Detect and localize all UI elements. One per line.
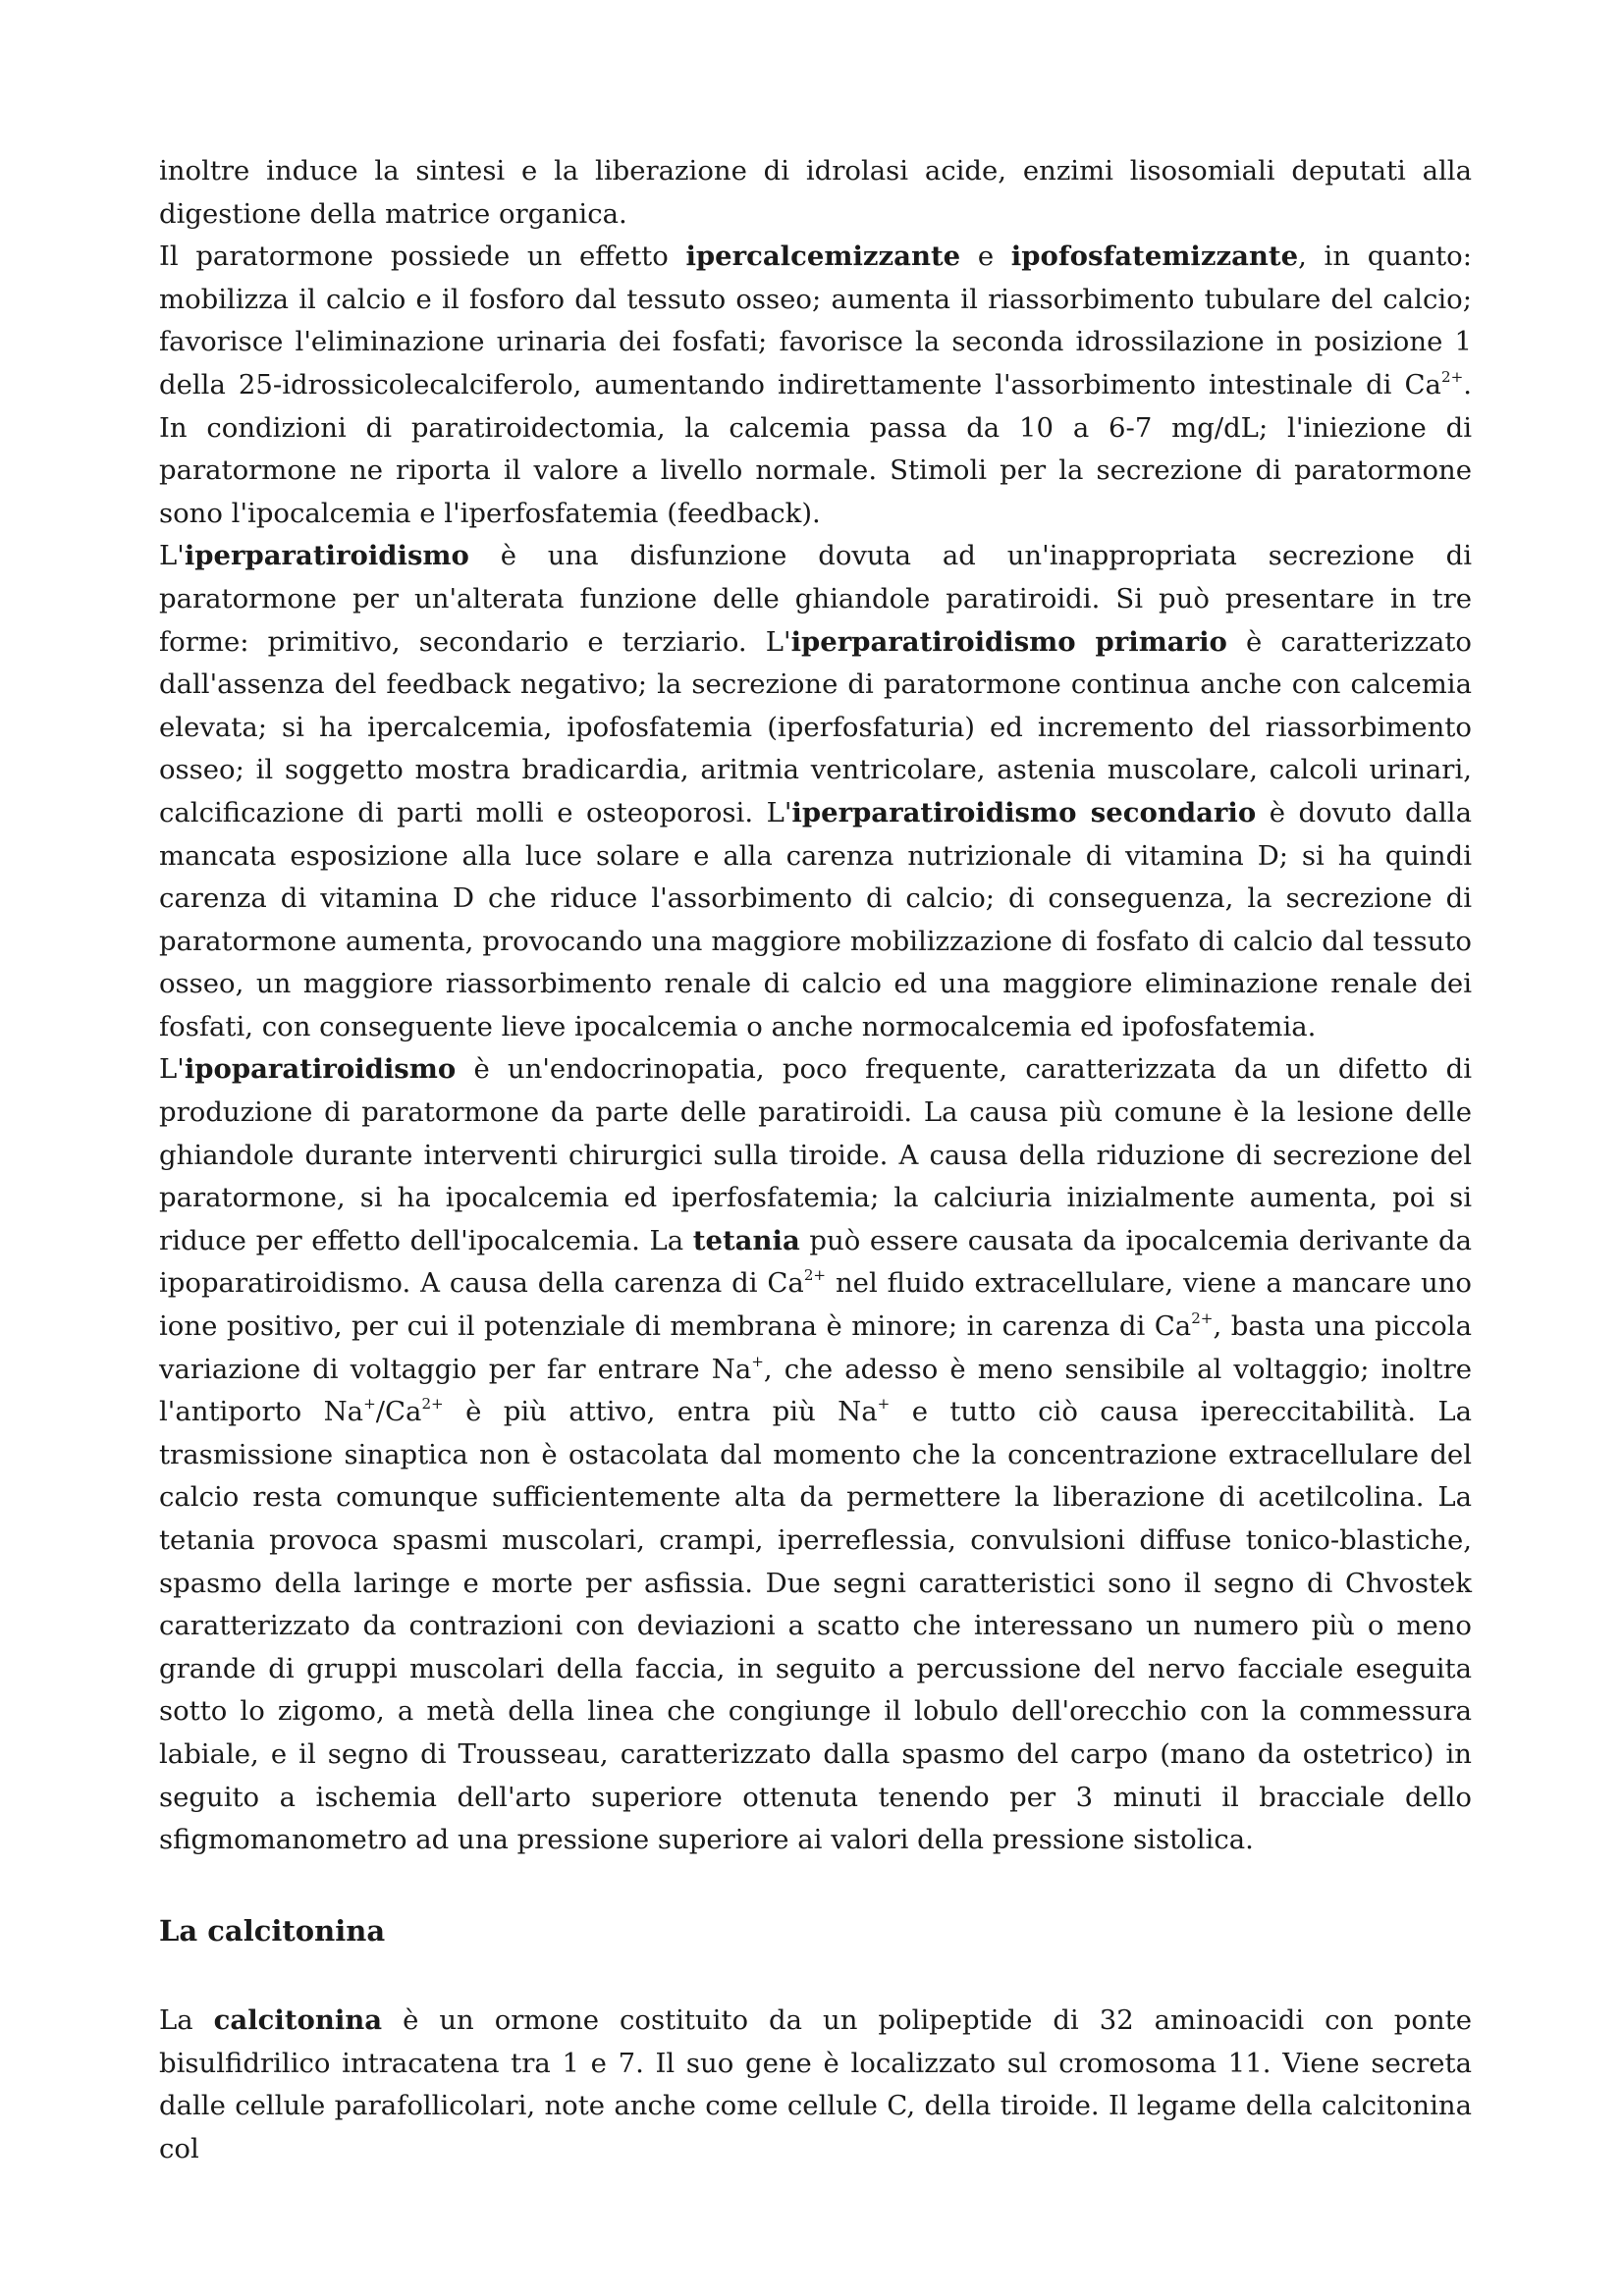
body-text — [159, 150, 1472, 1862]
paragraph-ipoparatiroidismo: L'ipoparatiroidismo è un'endocrinopatia, poco frequente, caratterizzata da un difetto di produzione di paratormone da parte delle paratiroidi. La causa più comune è la lesione delle ghiandole durante interventi chirurgici sulla tiroide. A causa della riduzione di secrezione del paratormone, si ha ipocalcemia ed iperfosfatemia; la calciuria inizialmente aumenta, poi si riduce per effetto dell'ipocalcemia. La tetania può essere causata da ipocalcemia derivante da ipoparatiroidismo. A causa della carenza di $Ca^{2+}$ nel fluido extracellulare, viene a mancare uno ione positivo, per cui il potenziale di membrana è minore; in carenza di $Ca^{2+}$, basta una piccola variazione di voltaggio per far entrare Na+, che adesso è meno sensibile al voltaggio; inoltre l'antiporto $Na^+/Ca^{2+}$ è più attivo, entra più Na+ e tutto ciò causa ipereccitabilità. La trasmissione sinaptica non è ostacolata dal momento che la concentrazione extracellulare del calcio resta comunque sufficientemente alta da permettere la liberazione di acetilcolina. La tetania provoca spasmi muscolari, crampi, iperreflessia, convulsioni diffuse tonico-blastiche, spasmo della laringe e morte per asfissia. Due segni caratteristici sono il segno di Chvostek caratterizzato da contrazioni con deviazioni a scatto che interessano un numero più o meno grande di gruppi muscolari della faccia, in seguito a percussione del nervo facciale eseguita sotto lo zigomo, a metà della linea che congiunge il lobulo dell'orecchio con la commessura labiale, e il segno di Trousseau, caratterizzato dalla spasmo del carpo (mano da ostetrico) in seguito a ischemia dell'arto superiore ottenuta tenendo per 3 minuti il bracciale dello sfigmomanometro ad una pressione superiore ai valori della pressione sistolica. — [159, 1053, 1473, 1856]
paragraph-iperparatiroidismo: L'iperparatiroidismo è una disfunzione dovuta ad un'inappropriata secrezione di paratormone per un'alterata funzione delle ghiandole paratiroidi. Si può presentare in tre forme: primitivo, secondario e terziario. L'iperparatiroidismo primario è caratterizzato dall'assenza del feedback negativo; la secrezione di paratormone continua anche con calcemia elevata; si ha ipercalcemia, ipofosfatemia (iperfosfaturia) ed incremento del riassorbimento osseo; il soggetto mostra bradicardia, aritmia ventricolare, astenia muscolare, calcoli urinari, calcificazione di parti molli e osteoporosi. L'iperparatiroidismo secondario è dovuto dalla mancata esposizione alla luce solare e alla carenza nutrizionale di vitamina D; si ha quindi carenza di vitamina D che riduce l'assorbimento di calcio; di conseguenza, la secrezione di paratormone aumenta, provocando una maggiore mobilizzazione di fosfato di calcio dal tessuto osseo, un maggiore riassorbimento renale di calcio ed una maggiore eliminazione renale dei fosfati, con conseguente lieve ipocalcemia o anche normocalcemia ed ipofosfatemia. — [159, 540, 1473, 1042]
paragraph-calcitonina: La calcitonina è un ormone costituito da un polipeptide di 32 aminoacidi con ponte bisulfidrilico intracatena tra 1 e 7. Il suo gene è localizzato sul cromosoma 11. Viene secreta dalle cellule parafollicolari, note anche come cellule C, della tiroide. Il legame della calcitonina col — [159, 2004, 1472, 2164]
term-ipofosfatemizzante: ipofosfatemizzante — [1010, 240, 1299, 273]
term-iperparatiroidismo-secondario: iperparatiroidismo secondario — [791, 796, 1257, 828]
term-tetania: tetania — [692, 1224, 800, 1256]
term-iperparatiroidismo: iperparatiroidismo — [184, 540, 469, 572]
paragraph-paratormone-effetto: Il paratormone possiede un effetto ipercalcemizzante e ipofosfatemizzante, in quanto: mobilizza il calcio e il fosforo dal tessuto osseo; aumenta il riassorbimento tubulare del calcio; favorisce l'eliminazione urinaria dei fosfati; favorisce la seconda idrossilazione in posizione 1 della 25-idrossicolecalciferolo, aumentando indirettamente l'assorbimento intestinale di $Ca^{2+}$. In condizioni di paratiroidectomia, la calcemia passa da 10 a 6-7 mg/dL; l'iniezione di paratormone ne riporta il valore a livello normale. Stimoli per la secrezione di paratormone sono l'ipocalcemia e l'iperfosfatemia (feedback). — [159, 240, 1473, 529]
calcitonina-text — [159, 2000, 1472, 2170]
section-heading-calcitonina: La calcitonina — [159, 1914, 386, 1948]
term-ipoparatiroidismo: ipoparatiroidismo — [184, 1053, 457, 1086]
term-calcitonina: calcitonina — [213, 2004, 383, 2036]
paragraph-digestione: inoltre induce la sintesi e la liberazione di idrolasi acide, enzimi lisosomiali deputati alla digestione della matrice organica. — [159, 155, 1472, 230]
term-ipercalcemizzante: ipercalcemizzante — [685, 240, 961, 273]
term-iperparatiroidismo-primario: iperparatiroidismo primario — [790, 625, 1227, 658]
